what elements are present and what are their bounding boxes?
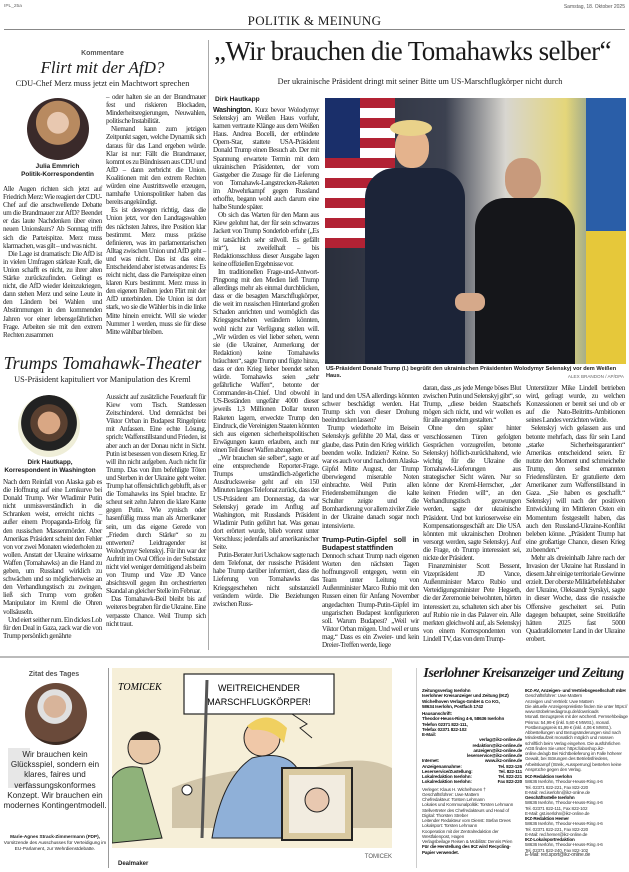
contact-label: Leserservice/Zustellung:	[422, 768, 473, 774]
office-line: Tel. 02371 822-111, Fax 822-102	[525, 805, 588, 811]
info-line: Die aktuelle Anzeigenpreisliste finden Sie unter https://www.strobelmediagroup.de/downloads	[525, 703, 628, 714]
photo-caption: US-Präsident Donald Trump (l.) begrüßt den ukrainischen Präsidenten Wolodymyr Selenskyj vor dem Weißen Haus.	[326, 366, 617, 379]
comment-subtitle: CDU-Chef Merz muss jetzt ein Machtwort sprechen	[15, 79, 190, 88]
speech-line: WEITREICHENDER	[217, 683, 301, 693]
office-line: Tel. 02371 822-221, Fax 822-220	[525, 826, 589, 832]
paragraph: Die Lage ist dramatisch: Die AfD ist in vielen Umfragen stärkste Kraft, die Union schafft es nicht, zu ihrer alten Stärke zurückzufinden. Gelingt es nicht, die AfD wieder kleinzukriegen, dann stehen Merz und seine Leute in den Ländern bei Wahlen und Abstimmungen in den kommenden Jahren vor einer lebensgefährlichen Frage. Arbeiten sie mit den extrem Rechten zusammen	[3, 249, 102, 339]
office-email[interactable]: E-Mail: gst.iserlohn@ikz-online.de	[525, 810, 590, 816]
header-rule	[4, 29, 625, 30]
address-line: Telefon 02371 822-111,	[422, 721, 468, 727]
cartoon-caption: Dealmaker	[118, 861, 149, 867]
office-email[interactable]: E-Mail: red.sport@ikz-online.de	[525, 851, 591, 858]
quote-attribution	[2, 834, 108, 852]
speech-line: MARSCHFLUGKÖRPER!	[207, 697, 311, 707]
office-name: IKZ-Lokalsportredaktion	[525, 837, 575, 842]
email-link[interactable]: verlag@ikz-online.de	[479, 737, 522, 743]
contact-row	[422, 779, 522, 784]
office-name: Geschäftsstelle Iserlohn	[525, 795, 575, 800]
contact-value: Tel. 822-126	[498, 763, 522, 769]
comments-kicker: Kommentare	[81, 50, 124, 57]
impressum-left	[422, 688, 522, 855]
office-name: IKZ-Redaktion Hemer	[525, 816, 569, 821]
contact-label: Lokalredaktion Iserlohn:	[422, 779, 472, 785]
email-label: E-Mail:	[422, 732, 437, 737]
staff-line: Chefredakteur: Torsten Lehmann	[422, 797, 485, 802]
office-block	[525, 837, 628, 858]
address-line: Telefax 02371 822-102	[422, 726, 467, 732]
author-role: Korrespondent in Washington	[4, 466, 96, 474]
main-col2	[322, 392, 419, 649]
page-code: IPL_25a	[4, 4, 22, 9]
office-email[interactable]: E-Mail: red.iserlohn@ikz-online.de	[525, 789, 590, 795]
office-email[interactable]: E-Mail: red.hemer@ikz-online.de	[525, 831, 588, 837]
comment-title: Flirt mit der AfD?	[40, 58, 165, 77]
paragraph: Trump wiederholte im Beisein Selenskyjs gefühlte 20 Mal, dass er glaube, dass Putin den Krieg wirklich beenden wolle. Indizien? Keine. So war es auch vor und nach dem Alaska-Gipfel Mitte August, der Trump überwiegend miserable Noten einbrachte. Weil Putin allen Friedensbemühungen die kalte Schulter zeigte und die Bombardierung vor allem ziviler Ziele in der Ukraine danach sogar noch intensivierte.	[322, 424, 419, 530]
contact-label: Anzeigenannahme:	[422, 763, 462, 769]
cartoon-credit: TOMICEK	[364, 854, 392, 860]
address-label: Hausanschrift:	[422, 711, 453, 716]
photo-credit: ALEX BRANDON / AP/DPA	[567, 374, 624, 379]
quote-kicker: Zitat des Tages	[28, 671, 80, 678]
comment1-col2	[106, 93, 206, 336]
masthead-logo: Iserlohner Kreisanzeiger und Zeitung	[423, 666, 624, 681]
staff-line: Leitender Redakteur vom Dienst: Stefan Drees	[422, 818, 511, 823]
section-title: POLITIK & MEINUNG	[247, 13, 382, 28]
us-flag-canton	[325, 98, 360, 158]
office-line: 58636 Iserlohn, Theodor-Heuss-Ring 4-6	[525, 779, 603, 785]
staff-line: Geschäftsführer: Uwe Mattern	[422, 791, 480, 797]
author-byline	[0, 459, 100, 474]
office-line: Tel. 02371 822-221, Fax 822-220	[525, 784, 589, 790]
column-divider	[108, 668, 109, 868]
paragraph: Unterstützer Mike Lindell betrieben wird, gefragt wurde, zu welchen Konzessionen er bereit sei und ob er auf die Nato-Beitritts-Ambitionen seines Landes verzichten würde.	[526, 384, 625, 425]
office-line: 58636 Iserlohn, Theodor-Heuss-Ring 4-6	[525, 842, 603, 848]
cartoon	[112, 668, 412, 860]
golf-ball	[182, 785, 192, 795]
staff-line: Verleger: Klaus H. Wichelhoven †	[422, 786, 486, 792]
main-col3	[423, 384, 521, 643]
website-link[interactable]: www.ikz-online.de	[484, 758, 522, 764]
comment2-title: Trumps Tomahawk-Theater	[3, 353, 202, 373]
trump-figure-body	[365, 168, 465, 364]
contact-value: Fax 822-220	[497, 779, 522, 785]
paragraph: Ob sich das Warten für den Mann aus Kiew gelohnt hat, der für sein schwarzes Jackett von Trump Sonderlob erfuhr („Es ist tatsächlich sehr stilvoll. Es gefällt mir“), ist zweifelhaft – bis Redaktionsschluss dieser Ausgabe lagen keine offiziellen Ergebnisse vor.	[213, 211, 319, 268]
publisher-line: Wichelhoven Verlags-GmbH & Co KG,	[422, 698, 500, 704]
paragraph: „Wir brauchen sie selber“, sagte er auf eine entsprechende Reporter-Frage. Trumps umständlich-zögerliche Ausdrucksweise geht auf ein 150 Minuten langes Telefonat zurück, dass der US-Präsident am Donnerstag, da war Selenskyj gerade im Anflug auf Washington, mit Russlands Präsident Wladimir Putin geführt hat. Was genau dort erörtert wurde, blieb vorerst unter Verschluss; jedenfalls auf amerikanischer Seite.	[213, 454, 319, 552]
paragraph: Mehr als dreieinhalb Jahre nach der Invasion der Ukraine hat Russland in diesem Jahr einige territoriale Gewinne erzielt. Der oberste Militärbefehlshaber der Ukraine, Oleksandr Syrskyi, sagte in dieser Woche, dass die russische Offensive gescheitert sei. Putin dagegen behauptet, seine Streitkräfte hätten 2025 fast 5000 Quadratkilometer Land in der Ukraine erobert.	[526, 553, 625, 643]
email-link[interactable]: anzeigen@ikz-online.de	[473, 747, 522, 753]
handshake	[455, 293, 485, 311]
publisher-line: 58634 Iserlohn, Postfach 1742	[422, 703, 484, 709]
office-line: Tel. 02371 822-240, Fax 822-102	[525, 847, 589, 853]
quote-text: Wir brauchen kein Glücksspiel, sondern ein klares, faires und verfassungskonformes Konzept. Wir brauchen ein modernes Kontingentmodell.	[3, 750, 107, 811]
paragraph: Selenskyj wich gelassen aus und betonte mehrfach, dass für sein Land „starke Sicherheitsgarantien“ Amerikas entscheidend seien. Er nutzte den Moment und schmeichelte Trump, den selbst ernannten Friedensfürsten. Er gratulierte dem Amerikaner zum Waffenstillstand in Gaza. „Sie haben es geschafft.“ Selenskyj will nach der positiven Entwicklung im Mittleren Osten ein Momentum festgestellt haben, das auch den Russland-Ukraine-Konflikt beleben könne. „Präsident Trump hat eine großartige Chance, diesen Krieg zu beenden.“	[526, 424, 625, 554]
paragraph: Und eiert seither rum. Ein dickes Lob für den Deal in Gaza, zack war die von Trump persönlich genährte	[3, 615, 102, 640]
paragraph: Es ist deswegen richtig, dass die Union jetzt, vor den Landtagswahlen des nächsten Jahres, ihre Position klar bestimmt. Merz muss präzise definieren, was im parlamentarischen Alltag zwischen Union und AfD geht – und was nicht. Das ist das eine. Entscheidend aber ist etwas anderes: Es reicht nicht, dass die Parteispitze einen klaren Kurs bestimmt. Merz muss in den eigenen Reihen jeden Flirt mit der AfD unterbinden. Die Union ist dort stark, wo sie die Wähler bis in die linke Mitte hinein erreicht. Will sie wieder Nummer 1 werden, muss sie für diese Mitte wählbar bleiben.	[106, 206, 206, 336]
trump-figure-hair	[390, 120, 432, 136]
contact-label: Internet:	[422, 758, 440, 764]
office-name: IKZ-Redaktion Iserlohn	[525, 774, 572, 779]
speaker-photo	[25, 683, 87, 745]
paragraph: Im traditionellen Frage-und-Antwort-Pingpong mit den Medien ließ Trump allerdings mehr als einmal durchblicken, dass er die besagten Marschflugkörper, die weit im russischen Hinterland großen Schaden anrichten und womöglich das Kriegsgeschehen verändern könnten, wohl nicht zur Verfügung stellen will. „Wir würden es viel lieber sehen, wenn sie (die Ukrainer, Anmerkung der Redaktion) keine Tomahawks bräuchten“, sagte Trump und fügte hinzu, dass er den Krieg lieber beendet sehen würde. Tomahawks seien „sehr gefährliche Waffen“, betonte der Commander-in-Chief. Und obwohl in US-Beständen ungefähr 4000 dieser jeweils 1,3 Millionen Dollar teuren Raketen lagern, erweckte Trump den Eindruck, die Vereinigten Staaten könnten sich aus eigenen sicherheitspolitischen Erwägungen kaum erlauben, auch nur einen Teil dieser Waffen abzugeben.	[213, 267, 319, 454]
staff-line: Lokalsport: Torsten Lehmann	[422, 823, 478, 829]
paragraph: – oder halten sie an der Brandmauer fest und riskieren Blockaden, Minderheitsregierungen, Neuwahlen, politische Instabilität.	[106, 93, 206, 126]
impressum-right	[525, 688, 628, 858]
office-block	[525, 816, 628, 837]
staff-line: Verlagsbeilage Reisen & Mobilität: Dennis Prien	[422, 839, 513, 844]
speaker-description: Vorsitzende des Ausschusses für Verteidigung im EU-Parlament, zur Wehrdienstdebatte.	[3, 840, 107, 851]
address-line: Theodor-Heuss-Ring 4-6, 58636 Iserlohn	[422, 716, 505, 722]
putin-head	[305, 788, 329, 812]
author-photo	[27, 98, 89, 160]
staff-line: Lokales und Kommunalpolitik: Torsten Lehmann	[422, 802, 514, 808]
paragraph: Putin-Berater Juri Uschakow sagte nach dem Telefonat, der russische Präsident habe Trump darüber informiert, dass die Lieferung von Tomahawks das Kriegsgeschehen nicht substanziell verändern würde. Die Beziehungen zwischen Russ-	[213, 551, 319, 608]
staff-line: Stellvertreter des Chefredakteurs und Head of Digital: Thorsten Streber	[422, 807, 509, 818]
office-line: 58636 Iserlohn, Theodor-Heuss-Ring 4-6	[525, 821, 603, 827]
paragraph: Aussicht auf zusätzliche Feuerkraft für Kiew vom Tisch. Stattdessen Zeitschinderei. Und demnächst bei Viktor Orban in Budapest Ringelpietz mit Anfassen. Eine echte Lösung, sprich: Waffenstillstand und Frieden, ist aber auch an der Donau nicht in Sicht. Putin ist besessen von diesem Krieg. Er will ihn nicht aufgeben. Auch nicht für Trump. Das von ihm befehligte Töten und Sterben in der Ukraine geht weiter. Trump hat offensichtlich geblufft, als er die Tomahawks ins Spiel brachte. Er scheut seit zehn Jahren die klare Kante gegen Putin. Wie zynisch oder hasenfüßig muss man als Amerikaner sein, um das eigene Gerede von „Frieden durch Stärke“ so zu entwerten? Leidtragender ist Wolodymyr Selenskyj. Für ihn war der Auftritt im Oval Office in der Substanz nicht viel weniger demütigend als beim von Trump und Vize JD Vance absichtsvoll gegen ihn orchestrierten Skandal an gleicher Stelle im Februar.	[106, 393, 206, 596]
author-role: Politik-Korrespondentin	[21, 170, 94, 178]
contact-value: Tel. 822-111	[498, 768, 522, 774]
main-subheadline: Der ukrainische Präsident dringt mit seiner Bitte um US-Marschflugkörper nicht durch	[277, 77, 563, 86]
author-name: Julia Emmrich	[35, 163, 80, 170]
info-line: Geschäftsführer: Uwe Mattern	[525, 693, 583, 699]
comment2-col2	[106, 393, 206, 628]
company-title: IKZ-AV, Anzeigen- und Vertriebsgesellschaft mbH	[525, 688, 626, 693]
comment1-col1	[3, 185, 102, 339]
comment2-col1	[3, 478, 102, 640]
email-link[interactable]: redaktion@ikz-online.de	[472, 742, 522, 748]
office-line: 58636 Iserlohn, Theodor-Heuss-Ring 4-6	[525, 800, 603, 806]
paragraph: Niemand kann zum jetzigen Zeitpunkt sagen, welche Dynamik sich daraus für das Land ergeben würde. Klar ist nur: Fällt die Brandmauer, kommt es zu Bündnissen aus CDU und AfD – dann zerbricht die Union. Koalitionen mit den extrem Rechten würden eine Austrittswelle erzeugen, namhafte Unionspolitiker haben das bereits angekündigt.	[106, 125, 206, 207]
info-line: Anzeigen und Vertrieb: Uwe Mattern	[525, 698, 594, 704]
info-line: Monatl. Bezugspreis mit der wöchentl. Fernsehbeilage Prisma: 54,99 € (inkl. 5,60 € MWSt.), monatl. Postbezugspreis 61,99 € (inkl. 4,06 € MWSt.). Abbestellungen und Bezugsänderungen sind nach Mindestlaufzeit monatlich möglich und müssen schriftlich beim Verlag eingehen. Die ausführlichen AGB finden Sie unter: https://aboshop.ikz-online.de/agb Bei Nichtbelieferung im Falle höherer Gewalt, bei Störungen des Betriebsfriedens, Arbeitskampf (Streik, Aussperrung) bestehen keine Ansprüche gegen den Verlag.	[525, 714, 628, 772]
main-col4	[526, 384, 625, 643]
contact-value: Tel. 822-221	[498, 774, 522, 779]
paragraph: Ohne den später hinter verschlossenen Türen gefolgten Gesprächen vorzugreifen, betonte Selenskyj höflich-zurückhaltend, wie wichtig für die Ukraine die Tomahawk-Lieferungen aus strategischer Sicht wären. Nur so könne der Kreml-Herrscher, „der keinen Frieden will“, an den Verhandlungstisch gezwungen werden, sagte der ukrainische Präsident. Und bot kurioserweise ein Kompensationsgeschäft an: Die USA könnten mit ukrainischen Drohnen versorgt werden, sagte Selenskyj. Auf die Frage, ob Trump interessiert sei, nickte der Präsident.	[423, 424, 521, 562]
office-block	[525, 795, 628, 816]
comment2-subtitle: US-Präsident kapituliert vor Manipulation des Kreml	[14, 375, 191, 384]
author-byline	[0, 163, 115, 178]
main-headline: „Wir brauchen die Tomahawks selber“	[214, 36, 611, 66]
author-name: Dirk Hautkapp,	[27, 459, 73, 466]
dateline: Washington.	[213, 106, 252, 114]
paragraph: Das Tomahawk-Beil bleibt bis auf weiteres begraben für die Ukraine. Eine verpasste Chance. Weil Trump sich nicht traut.	[106, 595, 206, 628]
paragraph: Dennoch schaut Trump nach eigenen Worten den nächsten Tagen hoffnungsvoll entgegen, wenn ein Team unter Leitung von Außenminister Marco Rubio mit den Russen einen für Anfang November angedachten Trump-Putin-Gipfel im ungarischen Budapest konfigurieren soll. Warum Budapest? „Weil wir Viktor Orban mögen. Und weil er uns mag.“ Dass es ein Zweier- und kein Dreier-Treffen werde, liege	[322, 552, 419, 650]
paragraph: Finanzminister Scott Bessent, Vizepräsident JD Vance, Außenminister Marco Rubio und Verteidigungsminister Pete Hegseth, die der Zeremonie beiwohnten, hörten interessiert zu, schalteten sich aber bis auf Rubio nie in das Palaver ein. Alle merkten gleichwohl auf, als Selenskyj von einem Korrespondenten von Lindell TV, das von dem Trump-	[423, 562, 521, 643]
main-col1	[213, 106, 319, 608]
publisher-line: Iserlohner Kreisanzeiger und Zeitung (IKZ)	[422, 693, 509, 699]
paragraph: Kurz bevor Wolodymyr Selenskyj am Weißen Haus vorfuhr, kamen vertraute Klänge aus dem Weißen Haus. Andrea Bocelli, der erblindete Opern-Star, stattete USA-Präsident Donald Trump einen Besuch ab. Der mit Spannung erwartete Termin mit dem ukrainischen Präsidenten, der vom Gastgeber die Zusage für die Lieferung von Tomahawk-Langstrecken-Raketen im Abwehrkampf gegen Russland erhoffte, begann wohl auch darum eine halbe Stunde später.	[213, 106, 319, 212]
author-photo	[18, 395, 80, 457]
section-divider	[0, 656, 629, 658]
recycling-note: Für die Herstellung des IKZ wird Recycling-Papier verwendet.	[422, 844, 511, 855]
speaker-name: Marie-Agnes Strack-Zimmermann (FDP),	[10, 834, 100, 839]
paragraph: Nach dem Reinfall von Alaska gab es die Hoffnung auf eine Lernkurve bei Donald Trump. Wer Wladimir Putin nicht unmissverständlich in die Schranken weist, erreicht nichts – außer einem Propaganda-Erfolg für den russischen Massenmörder. Aber Amerikas Präsident scheint den Fehler von vor zwei Monaten wiederholen zu wollen. Anstatt der Ukraine wirksame Waffen (Tomahawks) an die Hand zu geben, um Russland wirklich zu schwächen und so möglicherweise an den Verhandlungstisch zu zwingen, ließ sich Trump vom großen Manipulator im Kreml die Ohren vollsäuseln.	[3, 478, 102, 616]
cartoon-signature: TOMICEK	[118, 682, 162, 693]
column-divider	[208, 40, 209, 650]
subhead: Trump-Putin-Gipfel soll in Budapest stattfinden	[322, 534, 419, 552]
contact-label: Lokalredaktion Iserlohn:	[422, 774, 472, 779]
publisher-line: Zeitungsverlag Iserlohn	[422, 688, 471, 693]
byline: Dirk Hautkapp	[215, 96, 260, 103]
paragraph: land und den USA allerdings könnten schwer beschädigt werden. Hat Trump sich von dieser Drohung beeindrucken lassen?	[322, 392, 419, 425]
main-photo	[325, 98, 626, 364]
staff-line: Kooperation mit der Zentralredaktion der Westfalenpost, Hagen	[422, 828, 499, 839]
email-link[interactable]: leserservice@ikz-online.de	[467, 753, 522, 758]
paragraph: Alle Augen richten sich jetzt auf Friedrich Merz: Wie reagiert der CDU-Chef auf die anschwellende Debatte um die Brandmauer zur AfD? Beendet er das laute Nachdenken über einen neuen Unionskurs? Ab Sonntag trifft sich die Parteispitze. Merz muss klarmachen, was gilt – und was nicht.	[3, 185, 102, 250]
ukraine-flag	[586, 98, 626, 364]
office-block	[525, 774, 628, 795]
staff-list	[422, 787, 522, 845]
paragraph: daran, dass „es jede Menge böses Blut zwischen Putin und Selenskyj gibt“, so Trump, „diese beiden Staatschefs mögen sich nicht, und wir wollen es für alle angenehm gestalten.“	[423, 384, 521, 425]
issue-date: Samstag, 18. Oktober 2025	[563, 4, 625, 10]
selenskyj-figure-body	[475, 198, 575, 364]
column-divider	[416, 668, 417, 868]
selenskyj-figure-head	[505, 158, 541, 200]
